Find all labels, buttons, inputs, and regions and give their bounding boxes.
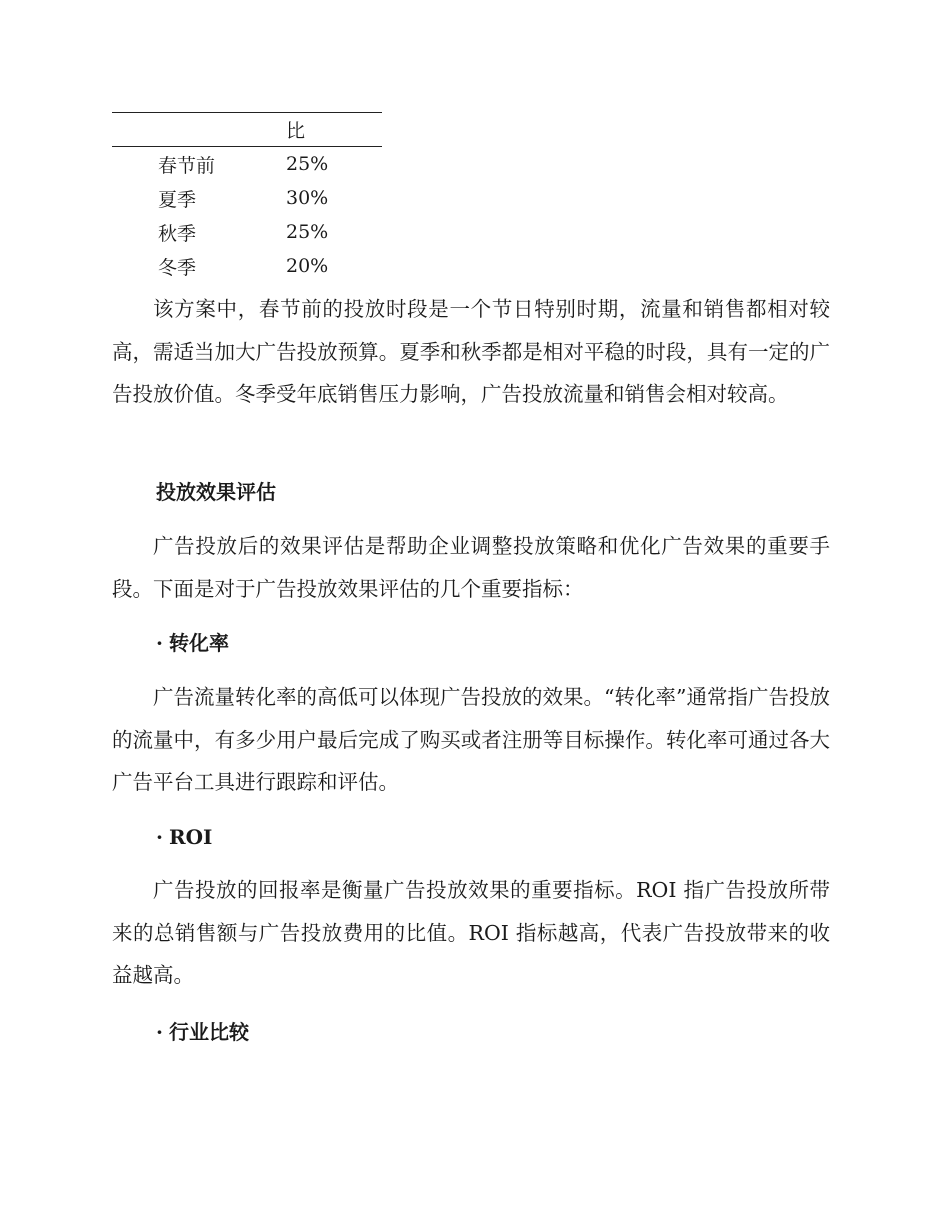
table-header-ratio: 比 [286,113,382,147]
table-cell-season: 冬季 [158,256,197,279]
table-cell-season: 春节前 [158,154,216,177]
table-cell-season: 夏季 [158,188,197,211]
table-row [112,181,382,215]
table-row [112,249,382,283]
table-row [112,147,382,182]
heading-conversion-text: 转化率 [168,631,229,655]
table-cell-ratio: 25% [286,221,329,243]
table-cell-season: 秋季 [158,222,197,245]
bullet-point: · [156,1020,163,1044]
table-header-season [112,113,286,147]
heading-effect-evaluation: 投放效果评估 [156,480,276,504]
budget-allocation-table [112,112,382,283]
paragraph-conversion-rate: 广告流量转化率的高低可以体现广告投放的效果。“转化率”通常指广告投放的流量中，有多少用户最后完成了购买或者注册等目标操作。转化率可通过各大广告平台工具进行跟踪和评估。 [112,685,830,794]
heading-roi-text: ROI [168,825,213,849]
paragraph-schedule: 该方案中，春节前的投放时段是一个节日特别时期，流量和销售都相对较高，需适当加大广告投放预算。夏季和秋季都是相对平稳的时段，具有一定的广告投放价值。冬季受年底销售压力影响，广告投放流量和销售会相对较高。 [112,297,830,406]
table-header-row [112,113,382,147]
bullet-point: · [156,825,163,849]
paragraph-evaluation-intro: 广告投放后的效果评估是帮助企业调整投放策略和优化广告效果的重要手段。下面是对于广告投放效果评估的几个重要指标： [112,534,830,601]
paragraph-roi: 广告投放的回报率是衡量广告投放效果的重要指标。ROI 指广告投放所带来的总销售额与广告投放费用的比值。ROI 指标越高，代表广告投放带来的收益越高。 [112,878,830,987]
heading-roi [156,822,212,852]
heading-conversion-rate [156,628,229,658]
heading-industry-comparison [156,1017,249,1047]
bullet-point: · [156,631,163,655]
table-row [112,215,382,249]
table-cell-ratio: 25% [286,153,329,175]
table-cell-ratio: 30% [286,187,329,209]
table-cell-ratio: 20% [286,255,329,277]
heading-industry-text: 行业比较 [168,1020,249,1044]
